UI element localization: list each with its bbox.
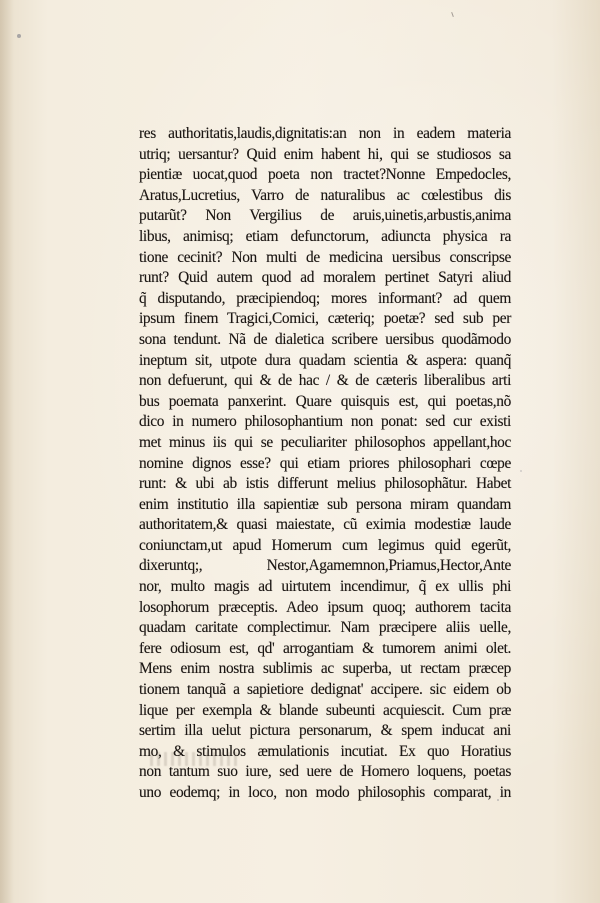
text-line: ipsum finem Tragici,Comici, cæteriq; poetæ? sed sub per bbox=[139, 310, 511, 328]
text-line: Aratus,Lucretius, Varro de naturalibus ac cœlestibus dis bbox=[139, 186, 511, 204]
text-line: q̃ disputando, præcipiendoq; mores informant? ad quem bbox=[139, 289, 511, 307]
text-line: Mens enim nostra sublimis ac superba, ut rectam præcep bbox=[139, 660, 511, 678]
text-line: tionem tanquã a sapietiore dedignat' accipere. sic eidem ob bbox=[139, 681, 511, 699]
text-line: libus, animisq; etiam defunctorum, adiuncta physica ra bbox=[139, 227, 511, 245]
text-line: authoritatem,& quasi maiestate, cũ eximia modestiæ laude bbox=[139, 516, 511, 534]
text-line: uno eodemq; in loco, non modo philosophis comparat, in bbox=[139, 784, 511, 801]
text-line: met minus iis qui se peculiariter philosophos appellant,hoc bbox=[139, 433, 511, 451]
text-line: coniunctam,ut apud Homerum cum legimus quid egerũt, bbox=[139, 536, 511, 554]
text-column bbox=[139, 124, 511, 804]
text-line: putarũt? Non Vergilius de aruis,uinetis,arbustis,anima bbox=[139, 207, 511, 225]
show-through-ink bbox=[150, 752, 240, 766]
text-line: nor, multo magis ad uirtutem incendimur, q̃ ex ullis phi bbox=[139, 578, 511, 596]
text-line: losophorum præceptis. Adeo ipsum quoq; authorem tacita bbox=[139, 598, 511, 616]
text-line: runt? Quid autem quod ad moralem pertinet Satyri aliud bbox=[139, 269, 511, 287]
text-line: quadam caritate complectimur. Nam præcipere aliis uelle, bbox=[139, 619, 511, 637]
pen-mark bbox=[451, 12, 454, 17]
text-line: nomine dignos esse? qui etiam priores philosophari cœpe bbox=[139, 454, 511, 472]
text-line: utriq; uersantur? Quid enim habent hi, qui se studiosos sa bbox=[139, 145, 511, 163]
text-line: fere odiosum est, qd' arrogantiam & tumorem animi olet. bbox=[139, 639, 511, 657]
text-line: dico in numero philosophantium non ponat: sed cur existi bbox=[139, 413, 511, 431]
text-line: ineptum sit, utpote dura quadam scientia & aspera: quanq̃ bbox=[139, 351, 511, 369]
text-line: sertim illa uelut pictura personarum, & spem inducat ani bbox=[139, 722, 511, 740]
ink-speck bbox=[520, 470, 522, 472]
text-line: tione cecinit? Non multi de medicina uersibus conscripse bbox=[139, 248, 511, 266]
text-line: pientiæ uocat,quod poeta non tractet?Nonne Empedocles, bbox=[139, 166, 511, 184]
text-line: non defuerunt, qui & de hac / & de cæteris liberalibus arti bbox=[139, 372, 511, 390]
text-line: runt: & ubi ab istis differunt melius philosophãtur. Habet bbox=[139, 475, 511, 493]
text-line: lique per exempla & blande subeunti acquiescit. Cum præ bbox=[139, 701, 511, 719]
text-line: res authoritatis,laudis,dignitatis:an non in eadem materia bbox=[139, 125, 511, 142]
text-line: non tantum suo iure, sed uere de Homero loquens, poetas bbox=[139, 763, 511, 781]
text-line: enim institutio illa sapientiæ sub persona miram quandam bbox=[139, 495, 511, 513]
text-line: bus poemata panxerint. Quare quisquis est, qui poetas,nõ bbox=[139, 392, 511, 410]
ink-speck bbox=[17, 34, 21, 38]
text-line: mo, & stimulos æmulationis incutiat. Ex quo Horatius bbox=[139, 742, 511, 760]
text-line: sona tendunt. Nã de dialetica scribere uersibus quodãmodo bbox=[139, 330, 511, 348]
text-line: dixeruntq;, Nestor,Agamemnon,Priamus,Hector,Ante bbox=[139, 557, 511, 575]
